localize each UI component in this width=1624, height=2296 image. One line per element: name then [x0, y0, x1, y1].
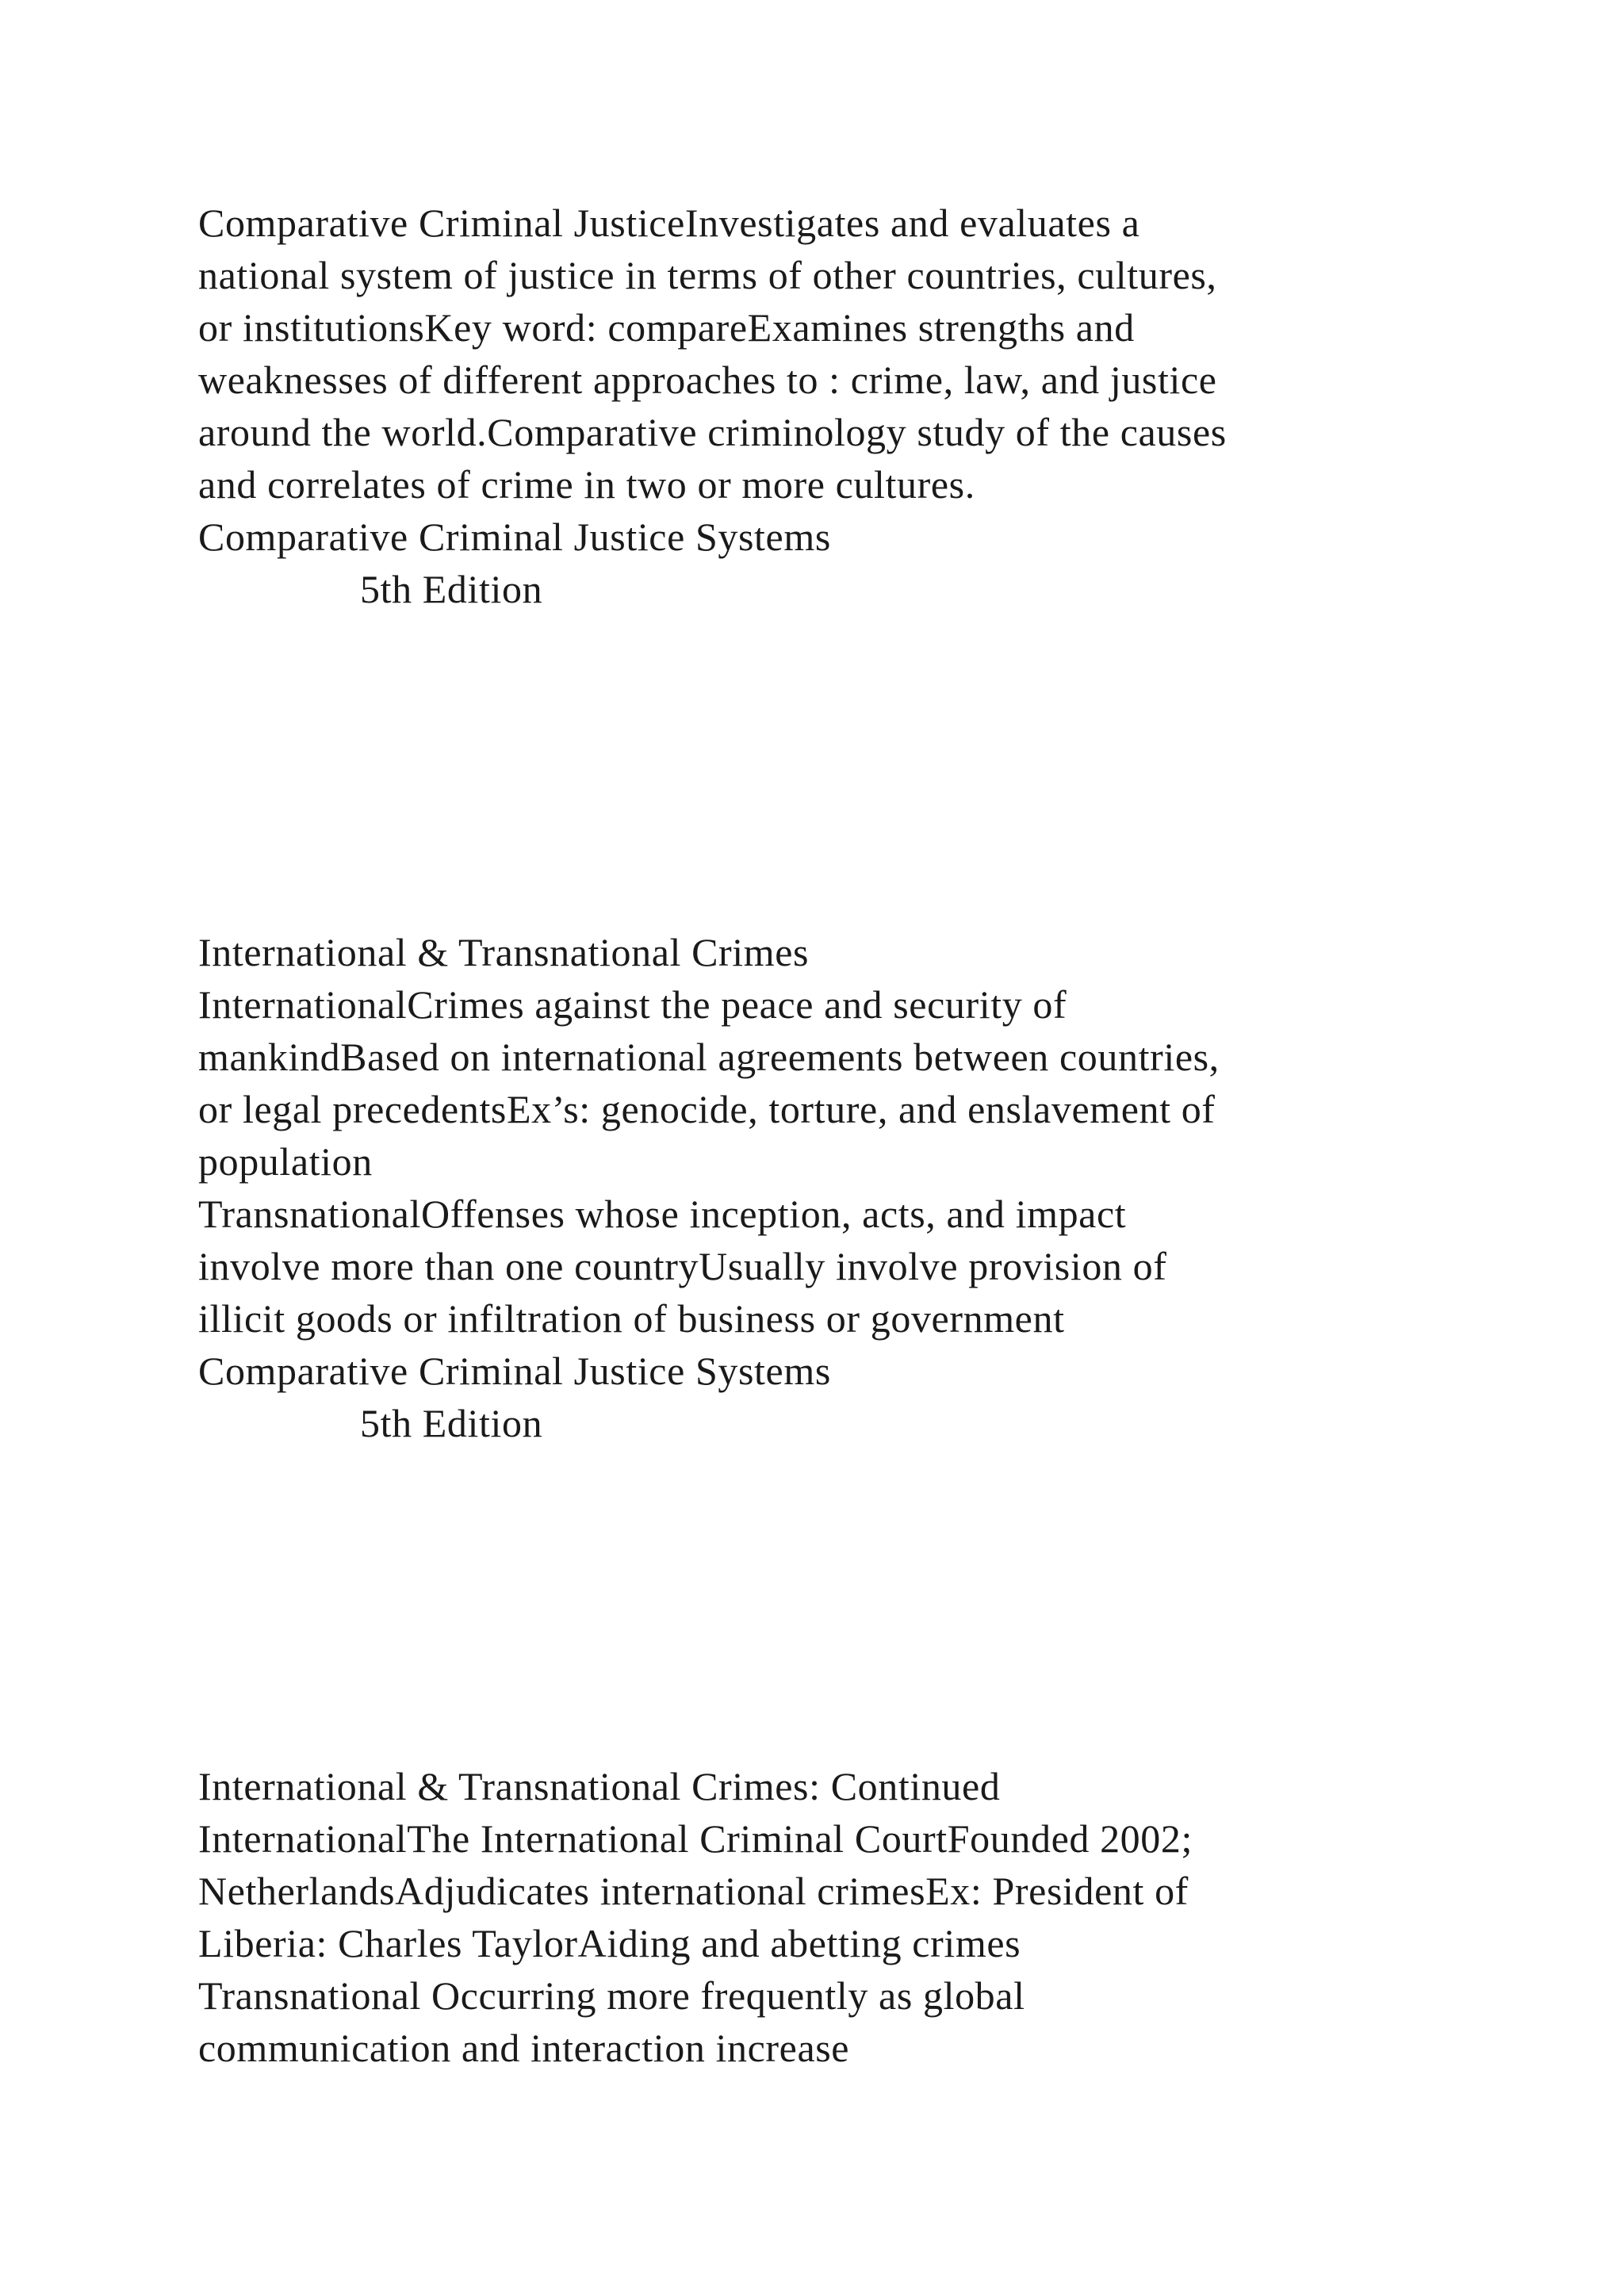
text-line: illicit goods or infiltration of business or government [198, 1296, 1065, 1341]
footer-title: Comparative Criminal Justice Systems [198, 515, 831, 559]
text-block-crimes-continued [198, 1760, 1435, 2074]
text-line: Transnational Occurring more frequently as global [198, 1973, 1025, 2018]
footer-title: Comparative Criminal Justice Systems [198, 1349, 831, 1393]
text-line: mankindBased on international agreements between countries, [198, 1035, 1220, 1079]
text-line: national system of justice in terms of other countries, cultures, [198, 253, 1217, 297]
text-line: involve more than one countryUsually involve provision of [198, 1244, 1167, 1288]
text-line: communication and interaction increase [198, 2026, 850, 2070]
text-line: TransnationalOffenses whose inception, acts, and impact [198, 1192, 1127, 1236]
text-line: International & Transnational Crimes: Continued [198, 1764, 1001, 1808]
text-line: InternationalThe International Criminal CourtFounded 2002; [198, 1816, 1193, 1861]
text-line: NetherlandsAdjudicates international crimesEx: President of [198, 1869, 1189, 1913]
text-block-international-transnational-crimes [198, 926, 1435, 1449]
text-line: Comparative Criminal JusticeInvestigates and evaluates a [198, 201, 1140, 245]
footer-edition: 5th Edition [360, 567, 543, 611]
text-line: population [198, 1139, 373, 1184]
text-line: or institutionsKey word: compareExamines strengths and [198, 305, 1135, 350]
text-line: Liberia: Charles TaylorAiding and abetting crimes [198, 1921, 1021, 1965]
text-line: around the world.Comparative criminology study of the causes [198, 410, 1227, 454]
text-line: InternationalCrimes against the peace and security of [198, 982, 1067, 1027]
footer-edition: 5th Edition [360, 1401, 543, 1445]
text-line: International & Transnational Crimes [198, 930, 810, 974]
text-line: weaknesses of different approaches to : crime, law, and justice [198, 358, 1217, 402]
text-line: or legal precedentsEx’s: genocide, torture, and enslavement of [198, 1087, 1216, 1131]
text-line: and correlates of crime in two or more cultures. [198, 462, 975, 507]
text-block-comparative-criminal-justice [198, 197, 1435, 615]
